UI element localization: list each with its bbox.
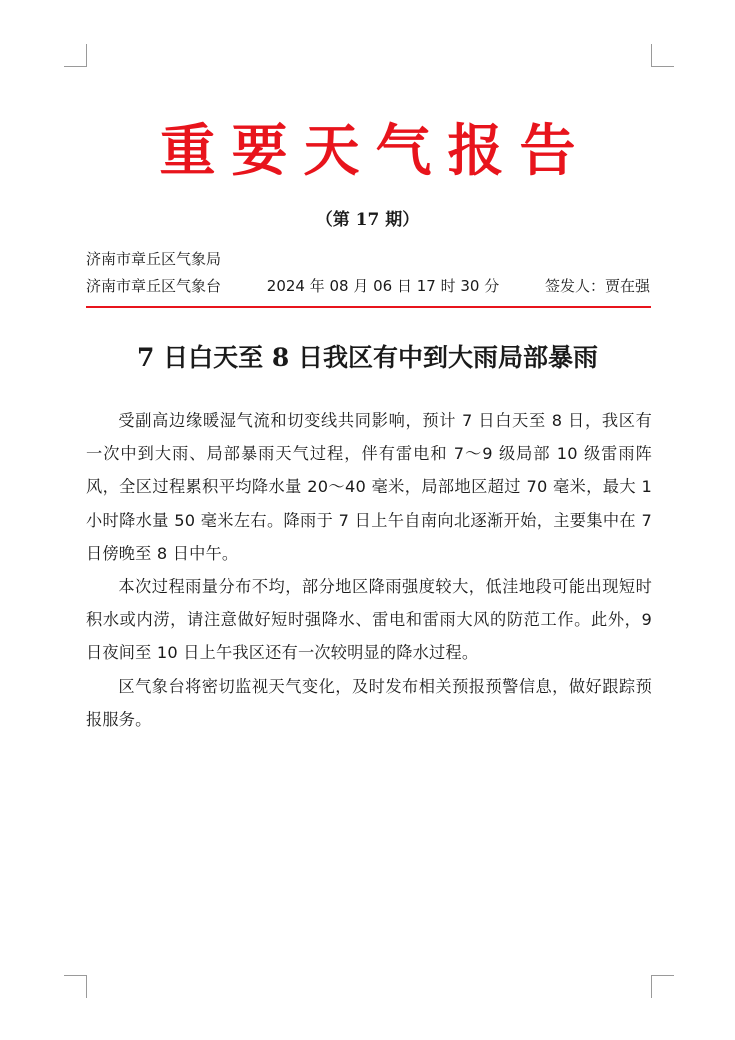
crop-mark-top-right [651, 44, 674, 67]
body-paragraph: 本次过程雨量分布不均，部分地区降雨强度较大，低洼地段可能出现短时积水或内涝，请注意做好短时强降水、雷电和雷雨大风的防范工作。此外，9 日夜间至 10 日上午我区还有一次较明显的降水过程。 [86, 577, 652, 663]
report-headline: 7 日白天至 8 日我区有中到大雨局部暴雨 [137, 343, 598, 372]
report-masthead: 重要天气报告 [159, 118, 592, 184]
crop-mark-bottom-right [651, 975, 674, 998]
org-info-row [86, 275, 650, 297]
body-paragraph: 受副高边缘暖湿气流和切变线共同影响，预计 7 日白天至 8 日，我区有一次中到大雨、局部暴雨天气过程，伴有雷电和 7～9 级局部 10 级雷雨阵风，全区过程累积平均降水量 20～40 毫米，局部地区超过 70 毫米，最大 1 小时降水量 50 毫米左右。降雨于 7 日上午自南向北逐渐开始，主要集中在 7 日傍晚至 8 日中午。 [86, 411, 652, 563]
issue-datetime: 2024 年 08 月 06 日 17 时 30 分 [266, 277, 500, 295]
crop-mark-bottom-left [64, 975, 87, 998]
issue-number: （第 17 期） [315, 210, 420, 230]
crop-mark-top-left [64, 44, 87, 67]
report-body [86, 404, 652, 736]
header-divider [86, 306, 651, 308]
body-paragraph: 区气象台将密切监视天气变化，及时发布相关预报预警信息，做好跟踪预报服务。 [86, 676, 652, 729]
org-bureau: 济南市章丘区气象局 [86, 250, 222, 268]
signer: 签发人：贾在强 [544, 277, 650, 295]
org-station: 济南市章丘区气象台 [86, 277, 222, 295]
